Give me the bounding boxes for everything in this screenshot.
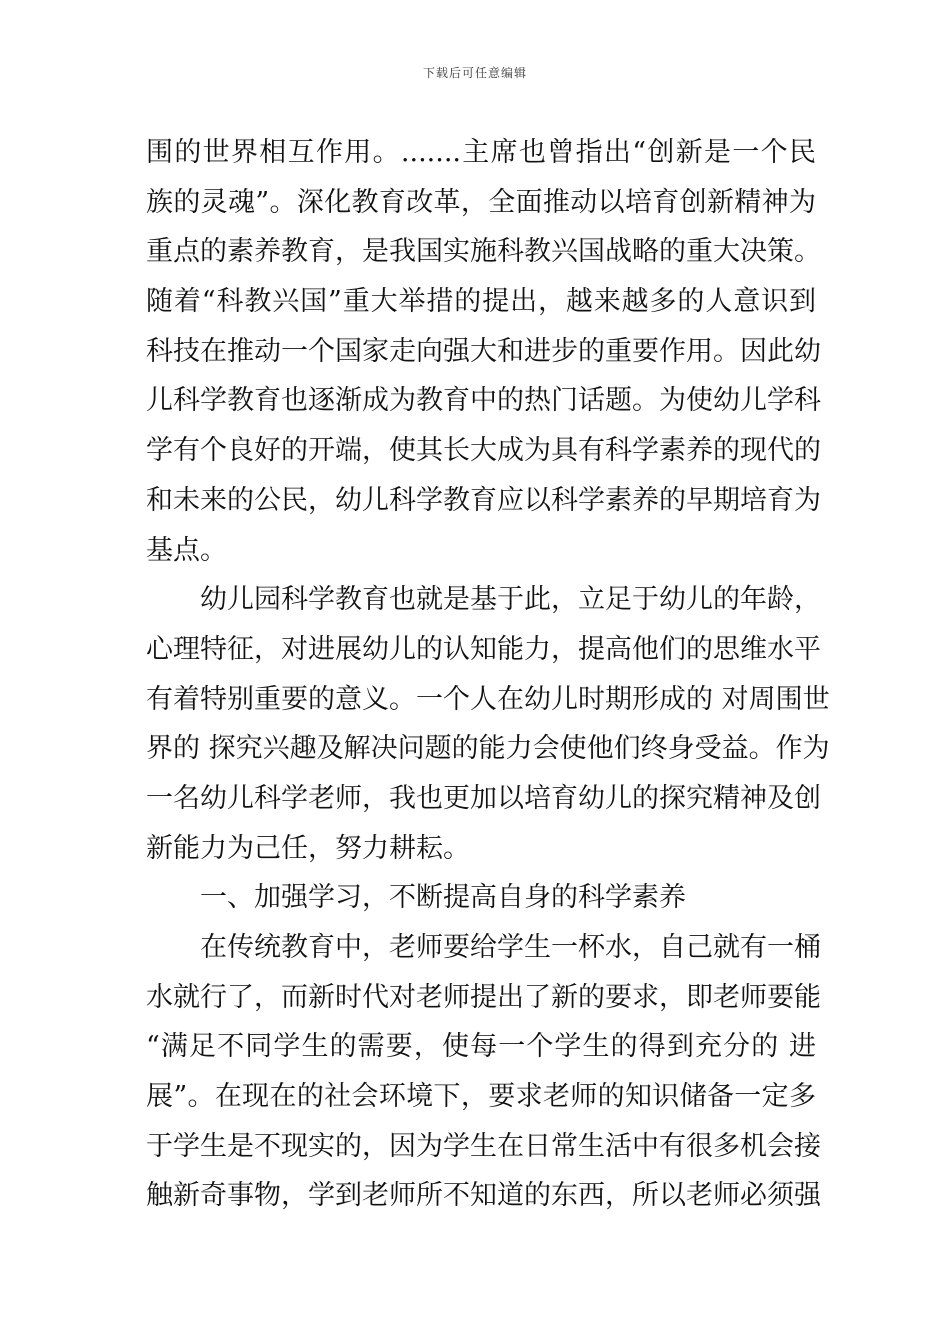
text-line: 儿科学教育也逐渐成为教育中的热门话题。为使幼儿学科: [146, 385, 821, 417]
text-line: 随着“科教兴国”重大举措的提出，越来越多的人意识到: [146, 286, 816, 318]
text-line: 有着特别重要的意义。一个人在幼儿时期形成的 对周围世: [146, 683, 830, 715]
text-line: 界的 探究兴趣及解决问题的能力会使他们终身受益。作为: [146, 733, 830, 765]
text-line: 和未来的公民，幼儿科学教育应以科学素养的早期培育为: [146, 484, 821, 516]
text-line: 于学生是不现实的，因为学生在日常生活中有很多机会接: [146, 1130, 821, 1162]
paragraph-first-line: 幼儿园科学教育也就是基于此，立足于幼儿的年龄，: [200, 584, 821, 616]
text-line: 水就行了，而新时代对老师提出了新的要求，即老师要能: [146, 981, 821, 1013]
text-line: 族的灵魂”。深化教育改革，全面推动以培育创新精神为: [146, 186, 816, 218]
text-line: 学有个良好的开端，使其长大成为具有科学素养的现代的: [146, 435, 821, 467]
text-line: “满足不同学生的需要，使每一个学生的得到充分的 进: [146, 1031, 816, 1063]
paragraph-first-line: 在传统教育中，老师要给学生一杯水，自己就有一桶: [200, 932, 821, 963]
text-line: 基点。: [146, 534, 227, 566]
page-header-note: 下载后可任意编辑: [422, 66, 527, 80]
text-line: 触新奇事物，学到老师所不知道的东西，所以老师必须强: [146, 1180, 821, 1212]
document-body: [146, 128, 830, 1221]
text-line: 围的世界相互作用。.......主席也曾指出“创新是一个民: [146, 137, 816, 168]
text-line: 一名幼儿科学老师，我也更加以培育幼儿的探究精神及创: [146, 782, 821, 814]
text-line: 心理特征，对进展幼儿的认知能力，提高他们的思维水平: [146, 633, 821, 665]
text-line: 展”。在现在的社会环境下，要求老师的知识储备一定多: [146, 1081, 816, 1113]
text-line: 新能力为己任，努力耕耘。: [146, 832, 470, 864]
section-heading: 一、加强学习，不断提高自身的科学素养: [200, 882, 686, 914]
text-line: 重点的素养教育，是我国实施科教兴国战略的重大决策。: [146, 236, 821, 268]
text-line: 科技在推动一个国家走向强大和进步的重要作用。因此幼: [146, 335, 821, 367]
